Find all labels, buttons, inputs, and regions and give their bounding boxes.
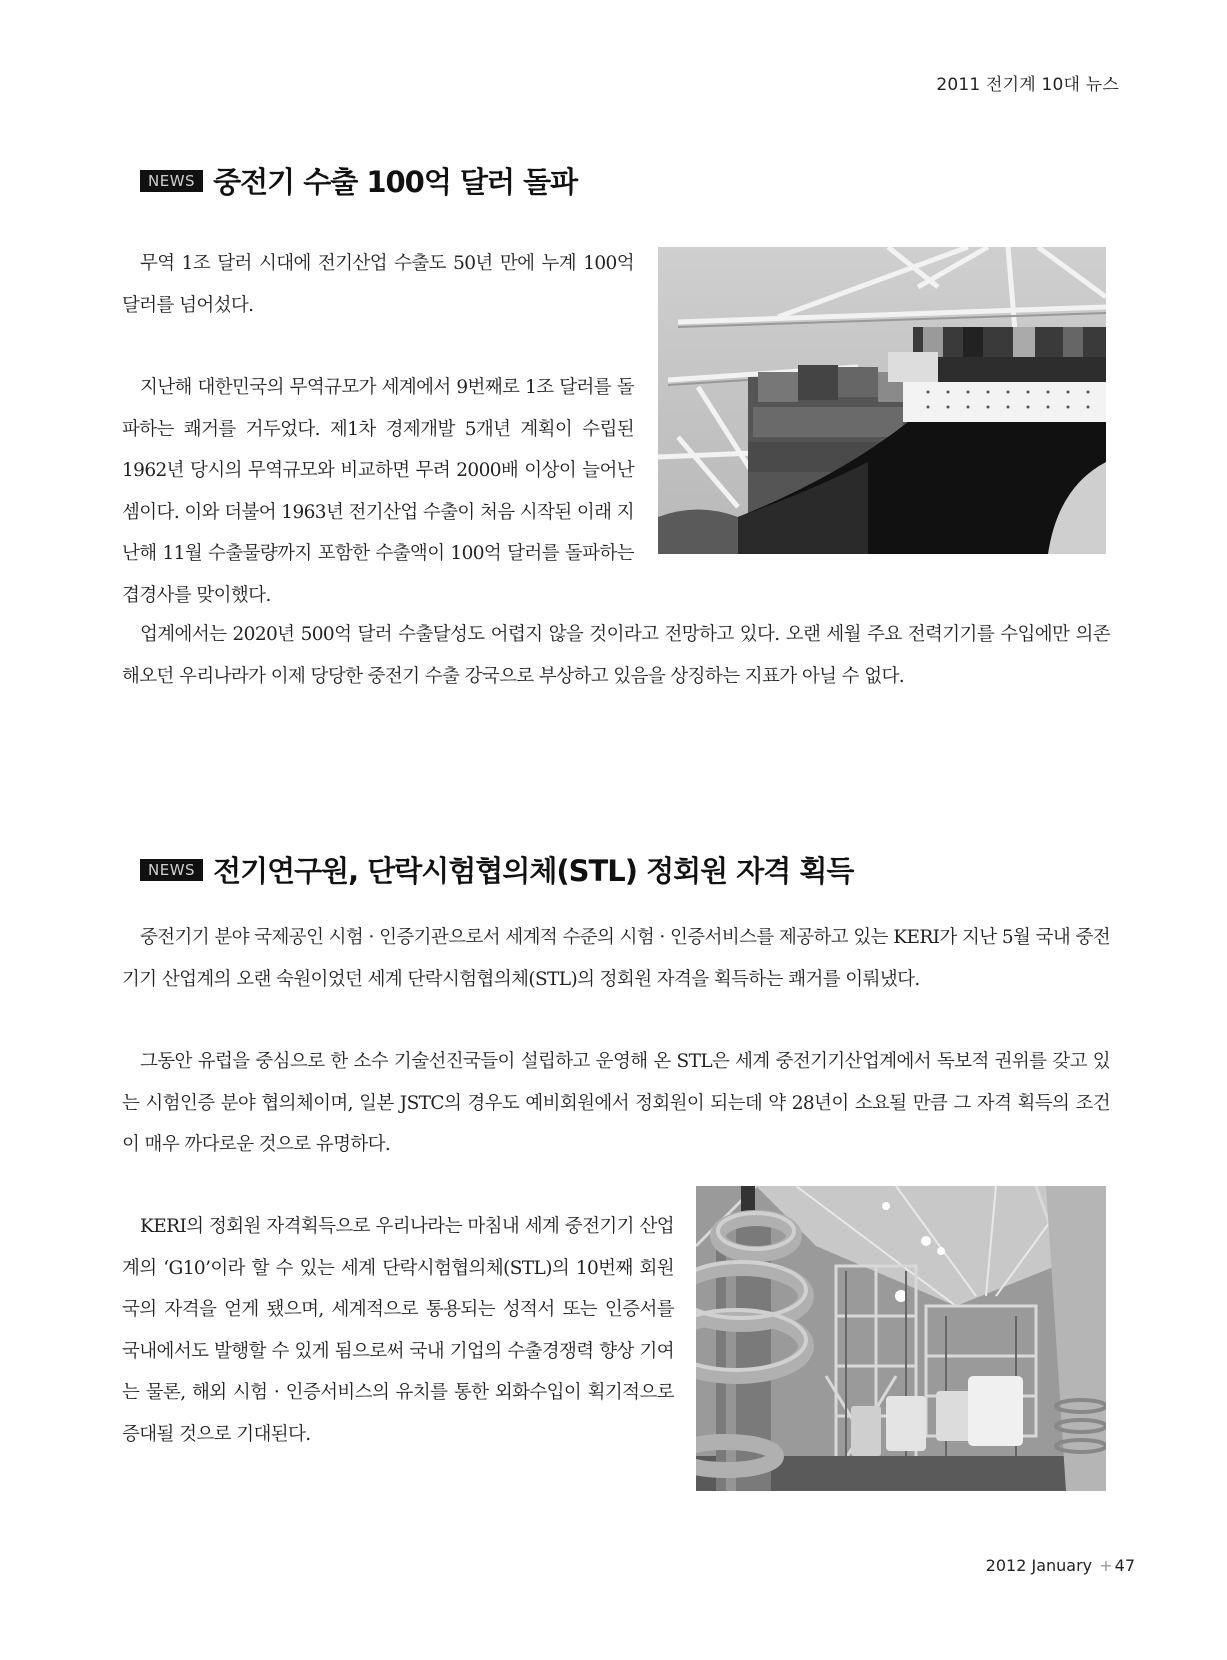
running-head: 2011 전기계 10대 뉴스 xyxy=(936,75,1119,95)
issue-label: 2012 January xyxy=(985,1556,1093,1575)
news-badge: NEWS xyxy=(140,859,203,881)
page-footer xyxy=(986,1556,1135,1575)
test-facility-image xyxy=(696,1186,1106,1491)
page-number: 47 xyxy=(1114,1556,1135,1575)
article-1-paragraph-2: 지난해 대한민국의 무역규모가 세계에서 9번째로 1조 달러를 돌파하는 쾌거를 거두었다. 제1차 경제개발 5개년 계획이 수립된 1962년 당시의 무역규모와 비교하면 무려 2000배 이상이 늘어난 셈이다. 이와 더불어 1963년 전기산업 수출이 처음 시작된 이래 지난해 11월 수출물량까지 포함한 수출액이 100억 달러를 돌파하는 겹경사를 맞이했다. xyxy=(122,377,634,606)
article-2-paragraph-3: KERI의 정회원 자격획득으로 우리나라는 마침내 세계 중전기기 산업계의 ‘G10’이라 할 수 있는 세계 단락시험협의체(STL)의 10번째 회원국의 자격을 얻게 됐으며, 세계적으로 통용되는 성적서 또는 인증서를 국내에서도 발행할 수 있게 됨으로써 국내 기업의 수출경쟁력 향상 기여는 물론, 해외 시험 · 인증서비스의 유치를 통한 외화수입이 획기적으로 증대될 것으로 기대된다. xyxy=(122,1216,674,1445)
article-2-paragraph-1: 중전기기 분야 국제공인 시험 · 인증기관으로서 세계적 수준의 시험 · 인증서비스를 제공하고 있는 KERI가 지난 5월 국내 중전기기 산업계의 오랜 숙원이었던 세계 단락시험협의체(STL)의 정회원 자격을 획득하는 쾌거를 이뤄냈다. xyxy=(122,927,1110,990)
article-2-title: 전기연구원, 단락시험협의체(STL) 정회원 자격 획득 xyxy=(213,854,854,888)
news-badge: NEWS xyxy=(140,170,203,192)
article-1-heading xyxy=(140,160,577,201)
article-1-paragraph-1: 무역 1조 달러 시대에 전기산업 수출도 50년 만에 누계 100억 달러를 넘어섰다. xyxy=(122,253,634,316)
container-ship-photo xyxy=(658,247,1106,554)
article-1-title: 중전기 수출 100억 달러 돌파 xyxy=(213,165,578,199)
article-1-paragraph-3: 업계에서는 2020년 500억 달러 수출달성도 어렵지 않을 것이라고 전망하고 있다. 오랜 세월 주요 전력기기를 수입에만 의존해오던 우리나라가 이제 당당한 중전기 수출 강국으로 부상하고 있음을 상징하는 지표가 아닐 수 없다. xyxy=(122,624,1110,687)
footer-separator: + xyxy=(1099,1556,1113,1575)
article-2-paragraph-2: 그동안 유럽을 중심으로 한 소수 기술선진국들이 설립하고 운영해 온 STL은 세계 중전기기산업계에서 독보적 권위를 갖고 있는 시험인증 분야 협의체이며, 일본 JSTC의 경우도 예비회원에서 정회원이 되는데 약 28년이 소요될 만큼 그 자격 획득의 조건이 매우 까다로운 것으로 유명하다. xyxy=(122,1051,1110,1155)
test-facility-photo xyxy=(696,1186,1106,1491)
container-ship-image xyxy=(658,247,1106,554)
article-2-heading xyxy=(140,849,853,890)
